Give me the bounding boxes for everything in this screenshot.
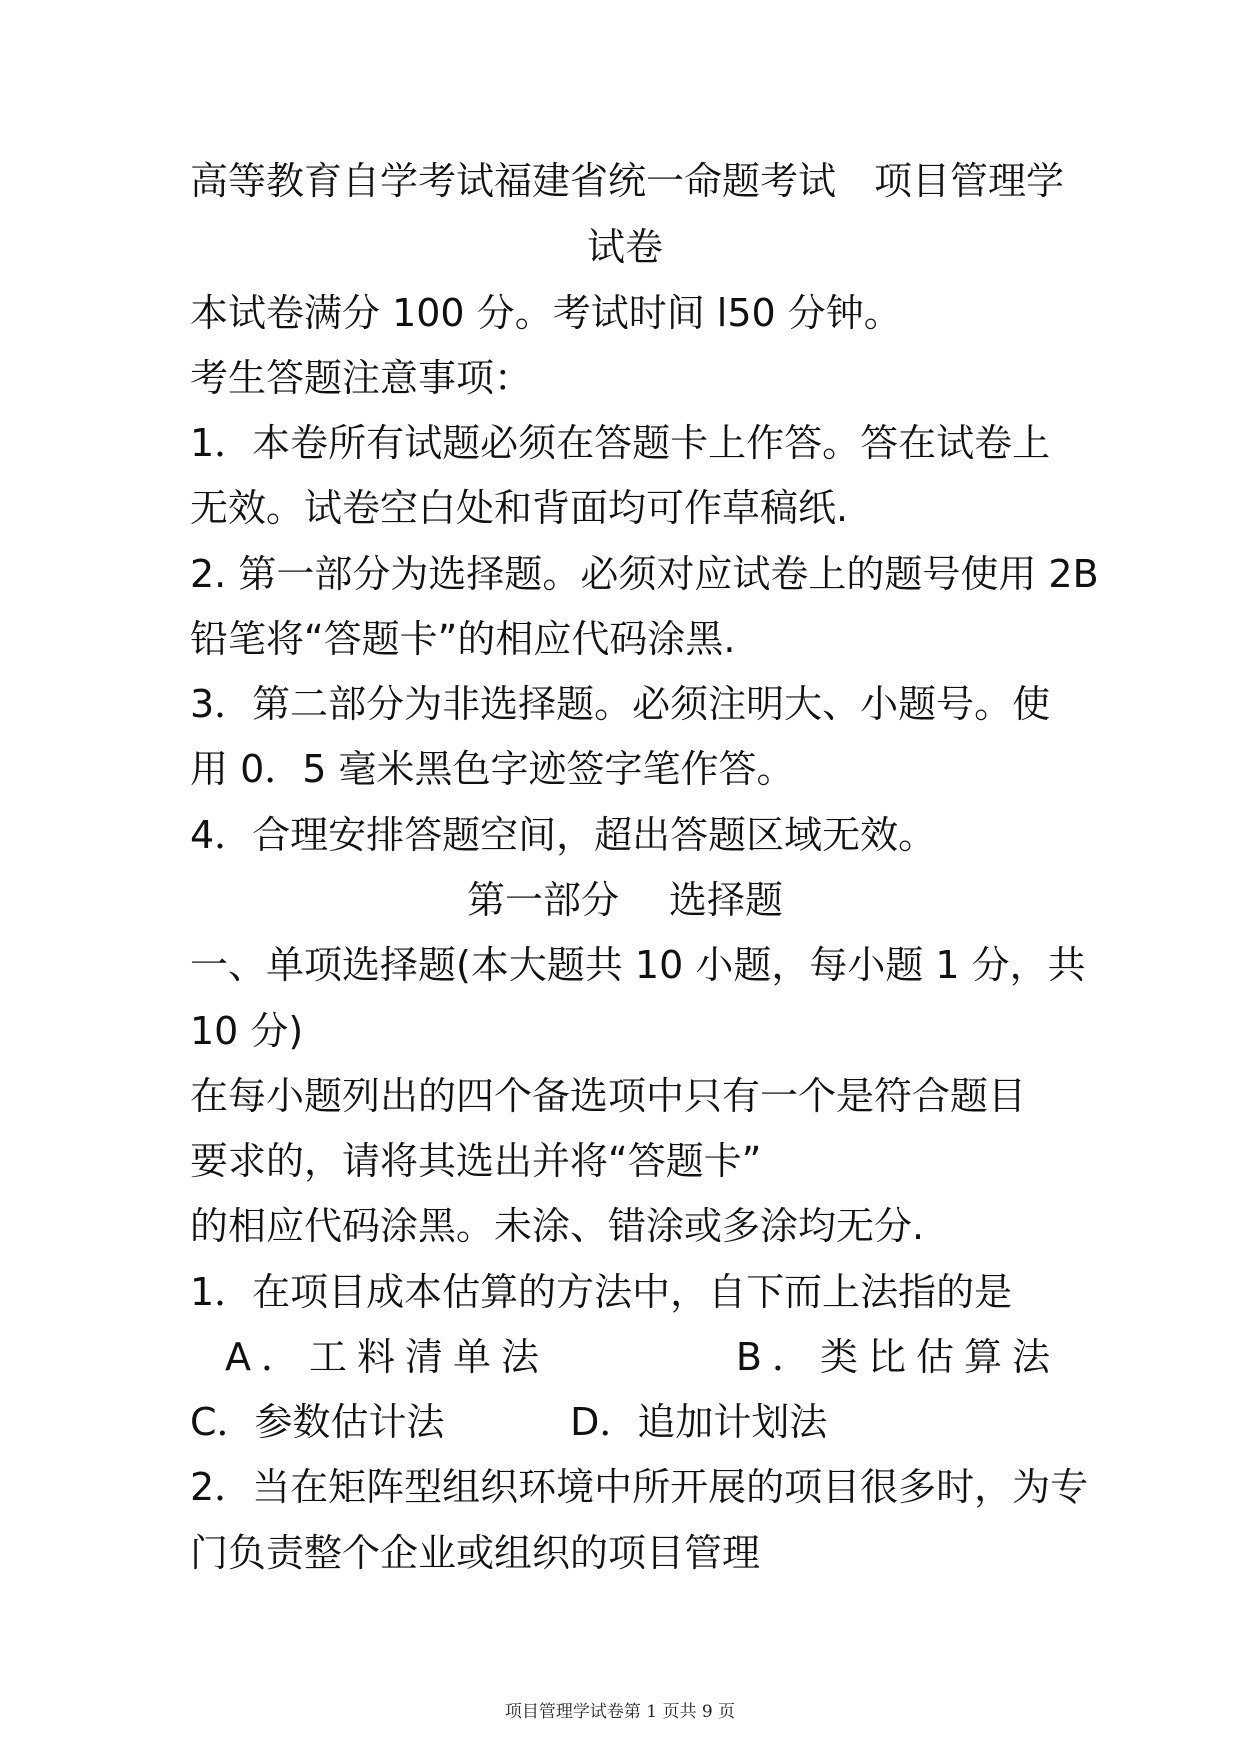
note-line: 用 0．5 毫米黑色字迹签字笔作答。 (190, 747, 795, 791)
question-1-text: 1．在项目成本估算的方法中，自下而上法指的是 (190, 1270, 1013, 1314)
question-2-text-cont: 门负责整个企业或组织的项目管理 (190, 1531, 761, 1575)
part-title: 第一部分 选择题 (466, 878, 784, 922)
exam-info: 本试卷满分 100 分。考试时间 l50 分钟。 (190, 291, 902, 335)
instruction-line: 要求的，请将其选出并将“答题卡” (190, 1139, 762, 1183)
instruction-line: 的相应代码涂黑。未涂、错涂或多涂均无分. (190, 1204, 925, 1248)
note-line: 4．合理安排答题空间，超出答题区域无效。 (190, 813, 937, 857)
option-b: B．类比估算法 (735, 1335, 1060, 1379)
option-d: D．追加计划法 (570, 1400, 828, 1444)
question-2-text: 2．当在矩阵型组织环境中所开展的项目很多时，为专 (190, 1465, 1089, 1509)
note-line: 无效。试卷空白处和背面均可作草稿纸. (190, 486, 849, 530)
note-line: 3．第二部分为非选择题。必须注明大、小题号。使 (190, 682, 1051, 726)
exam-title-line-2: 试卷 (586, 225, 663, 269)
section-heading: 一、单项选择题(本大题共 10 小题，每小题 1 分，共 (190, 943, 1086, 987)
notice-heading: 考生答题注意事项： (190, 356, 533, 400)
section-heading-cont: 10 分) (190, 1009, 304, 1053)
exam-title-line-1: 高等教育自学考试福建省统一命题考试 项目管理学 (190, 159, 1065, 203)
option-a: A．工料清单法 (225, 1335, 549, 1379)
instruction-line: 在每小题列出的四个备选项中只有一个是符合题目 (190, 1074, 1027, 1118)
note-line: 铅笔将“答题卡”的相应代码涂黑. (190, 617, 736, 661)
page-footer: 项目管理学试卷第 1 页共 9 页 (504, 1702, 736, 1722)
question-1-options-row-2 (190, 1397, 1060, 1447)
option-c: C．参数估计法 (190, 1400, 445, 1444)
question-1-options-row-1 (225, 1332, 1060, 1382)
note-line: 2. 第一部分为选择题。必须对应试卷上的题号使用 2B (190, 552, 1099, 596)
note-line: 1．本卷所有试题必须在答题卡上作答。答在试卷上 (190, 421, 1051, 465)
